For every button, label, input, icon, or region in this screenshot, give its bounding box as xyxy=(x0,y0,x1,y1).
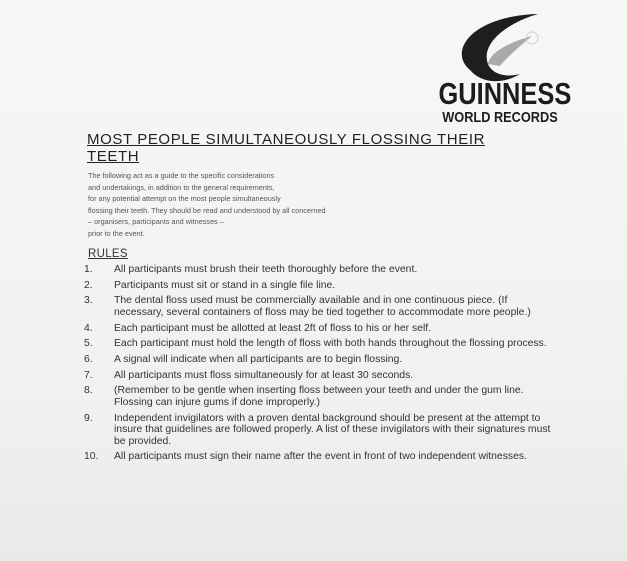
rule-item xyxy=(84,413,554,448)
rule-text: All participants must brush their teeth thoroughly before the event. xyxy=(114,264,418,275)
document-title xyxy=(87,131,517,165)
rule-number: 6. xyxy=(84,353,93,365)
rule-text: All participants must floss simultaneously for at least 30 seconds. xyxy=(114,369,414,381)
rule-item xyxy=(84,354,554,366)
rule-item xyxy=(84,323,554,335)
rule-text: All participants must sign their name after the event in front of two independent witnesses. xyxy=(114,451,527,463)
intro-line: prior to the event. xyxy=(88,228,145,238)
rule-number: 4. xyxy=(84,322,93,334)
brand-line-1: GUINNESS xyxy=(438,76,572,111)
rule-number: 9. xyxy=(84,412,93,424)
rule-text: Each participant must be allotted at least 2ft of floss to his or her self. xyxy=(114,322,432,334)
rule-text: Each participant must hold the length of floss with both hands throughout the flossing process. xyxy=(114,338,547,350)
rule-text: (Remember to be gentle when inserting floss between your teeth and under the gum line. Flossing can injure gums if done improperly.) xyxy=(114,385,524,408)
rules-heading: RULES xyxy=(88,248,128,260)
rule-item xyxy=(84,451,554,463)
intro-line: – organisers, participants and witnesses – xyxy=(88,217,224,226)
title-line-2: TEETH xyxy=(87,148,140,165)
rules-list xyxy=(84,264,554,467)
rule-number: 7. xyxy=(84,369,93,381)
rule-number: 3. xyxy=(84,295,93,307)
brand-line-2: WORLD RECORDS xyxy=(442,109,558,126)
rule-number: 5. xyxy=(84,338,93,350)
rule-item xyxy=(84,280,554,292)
rule-number: 2. xyxy=(84,279,93,291)
rule-number: 10. xyxy=(84,451,99,463)
intro-paragraph xyxy=(88,170,468,239)
intro-line: The following act as a guide to the specific considerations xyxy=(88,171,275,180)
rule-text: The dental floss used must be commercially available and in one continuous piece. (If necessary, several containers of floss may be tied together to accommodate more people.) xyxy=(114,295,531,318)
intro-line: for any potential attempt on the most people simultaneously xyxy=(88,194,281,203)
rule-text: Participants must sit or stand in a single file line. xyxy=(114,279,336,291)
rule-text: A signal will indicate when all participants are to begin flossing. xyxy=(114,353,403,365)
rule-item xyxy=(84,385,554,408)
rule-text: Independent invigilators with a proven dental background should be present at the attempt to insure that guidelines are followed properly. A list of these invigilators with their signatures must be provided. xyxy=(114,412,551,447)
rule-item xyxy=(84,370,554,382)
rule-number: 8. xyxy=(84,385,93,397)
guinness-world-records-wordmark xyxy=(425,78,575,126)
title-line-1: MOST PEOPLE SIMULTANEOUSLY FLOSSING THEIR xyxy=(87,131,486,148)
rule-item xyxy=(84,295,554,318)
intro-line: flossing their teeth. They should be read and understood by all concerned xyxy=(88,205,326,215)
rule-number: 1. xyxy=(84,264,93,275)
intro-line: and undertakings, in addition to the general requirements, xyxy=(88,182,275,192)
rule-item xyxy=(84,264,554,276)
rule-item xyxy=(84,338,554,350)
